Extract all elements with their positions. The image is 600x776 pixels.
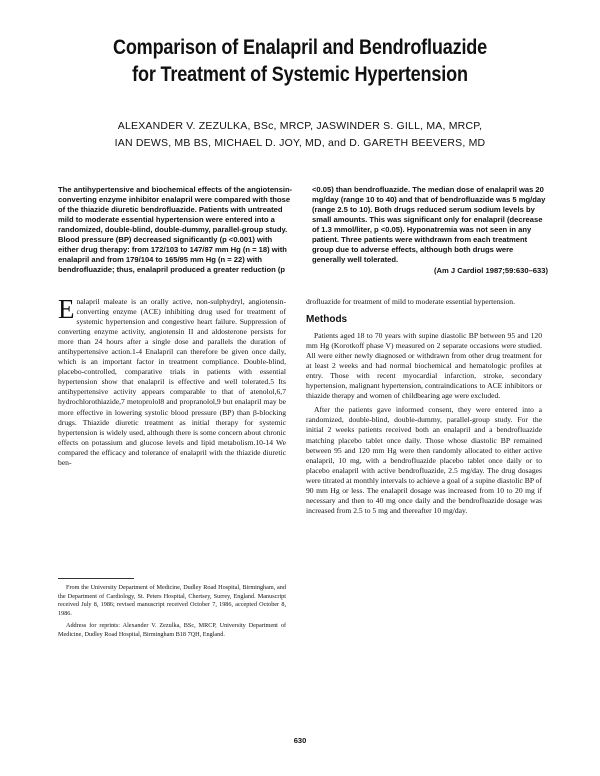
abstract — [58, 185, 548, 285]
methods-heading: Methods — [306, 314, 348, 326]
abstract-text: The antihypertensive and biochemical effects of the angiotensin-converting enzyme inhibitor enalapril were compared with those of the thiazide diuretic bendrofluazide. Patients with untreated mild to moderate essential hypertension were entered into a randomized, double-blind, double-dummy, parallel-group study. Blood pressure (BP) decreased significantly (p <0.001) with either drug therapy: from 172/103 to 147/87 mm Hg (n = 18) with enalapril and from 179/104 to 165/95 mm Hg (n = 22) with bendrofluazide; thus, enalapril produced a greater reduction (p <0.05) than bendrofluazide. The median dose of enalapril was 20 mg/day (range 10 to 40) and that of bendrofluazide was 5 mg/day (range 2.5 to 10). Both drugs reduced serum sodium levels by small amounts. This was significant only for enalapril (decrease of 1.3 mmol/liter, p <0.05). Hyponatremia was not seen in any patient. Three patients were withdrawn from each treatment group due to adverse effects, although both drugs were generally well tolerated. — [58, 185, 546, 274]
authors-line-1: ALEXANDER V. ZEZULKA, BSc, MRCP, JASWINDER S. GILL, MA, MRCP, — [117, 120, 483, 132]
authors-line-2: IAN DEWS, MB BS, MICHAEL D. JOY, MD, and D. GARETH BEEVERS, MD — [114, 137, 486, 149]
footnote-divider — [58, 578, 134, 579]
title-line-1: Comparison of Enalapril and Bendrofluazide — [112, 36, 488, 59]
article-title — [76, 34, 523, 88]
methods-paragraph-1: Patients aged 18 to 70 years with supine diastolic BP between 95 and 120 mm Hg (Korotkoff phase V) measured on 2 separate occasions were studied. All were either newly diagnosed or withdrawn from other drug treatment for at least 2 weeks and had normal biochemical and hematologic profiles at entry. Those with recent myocardial infarction, stroke, secondary hypertension, malignant hypertension, contraindications to ACE inhibitors or thiazide therapy and women of childbearing age were excluded. — [306, 331, 542, 401]
methods-paragraph-2: After the patients gave informed consent, they were entered into a randomized, double-blind, double-dummy, parallel-group study. For the initial 2 weeks patients received both an enalapril and a bendrofluazide matching placebo tablet once daily. Those whose diastolic BP remained between 95 and 120 mm Hg were then randomly allocated to either active enalapril, 10 mg, with a bendrofluazide placebo tablet once daily or to placebo enalapril with active bendrofluazide, 2.5 mg/day. The drug dosages were titrated at monthly intervals to achieve a goal of a supine diastolic BP of 90 mm Hg or less. The enalapril dosage was increased from 10 to 20 mg if necessary and then to 40 mg once daily and the bendrofluazide dosage was increased from 2.5 to 5 mg and thereafter 10 mg/day. — [306, 405, 542, 515]
footnotes — [58, 584, 286, 644]
journal-citation: (Am J Cardiol 1987;59:630–633) — [434, 266, 548, 275]
page-number: 630 — [293, 736, 307, 745]
affiliation-note: From the University Department of Medicine, Dudley Road Hospital, Birmingham, and the Department of Cardiology, St. Peters Hospital, Chertsey, Surrey, England. Manuscript received July 8, 1986; revised manuscript received October 7, 1986, accepted October 8, 1986. — [58, 584, 286, 617]
body-column-right — [306, 297, 542, 520]
intro-paragraph: nalapril maleate is an orally active, non-sulphydryl, angiotensin-converting enzyme (ACE) inhibiting drug used for treatment of systemic hypertension and congestive heart failure. Suppression of converting enzyme activity, angiotensin II and aldosterone persists for more than 24 hours after a single dose and parallels the duration of antihypertensive action.1-4 Enalapril can therefore be given once daily, which is an important factor in treatment compliance. Double-blind, placebo-controlled, comparative trials in patients with essential hypertension show that enalapril is effective and well tolerated.5 Its antihypertensive activity appears comparable to that of atenolol,6,7 hydrochlorothiazide,7 metoprolol8 and propranolol,9 but enalapril may be more effective in lowering systolic blood pressure (BP) than β-blocking drugs. Thiazide diuretic treatment as initial therapy for systemic hypertension is widely used, although there is some concern about chronic effects on potassium and glucose levels and lipid metabolism.10-14 We compared the efficacy and tolerance of enalapril with the thiazide diuretic ben- — [58, 297, 286, 467]
author-list — [60, 118, 540, 152]
intro-continuation: drofluazide for treatment of mild to moderate essential hypertension. — [306, 297, 515, 306]
reprints-note: Address for reprints: Alexander V. Zezulka, BSc, MRCP, University Department of Medicine, Dudley Road Hospital, Birmingham B18 7QH, England. — [58, 622, 286, 638]
body-column-left — [58, 294, 286, 468]
title-line-2: for Treatment of Systemic Hypertension — [132, 63, 468, 86]
drop-cap: E — [58, 294, 75, 324]
